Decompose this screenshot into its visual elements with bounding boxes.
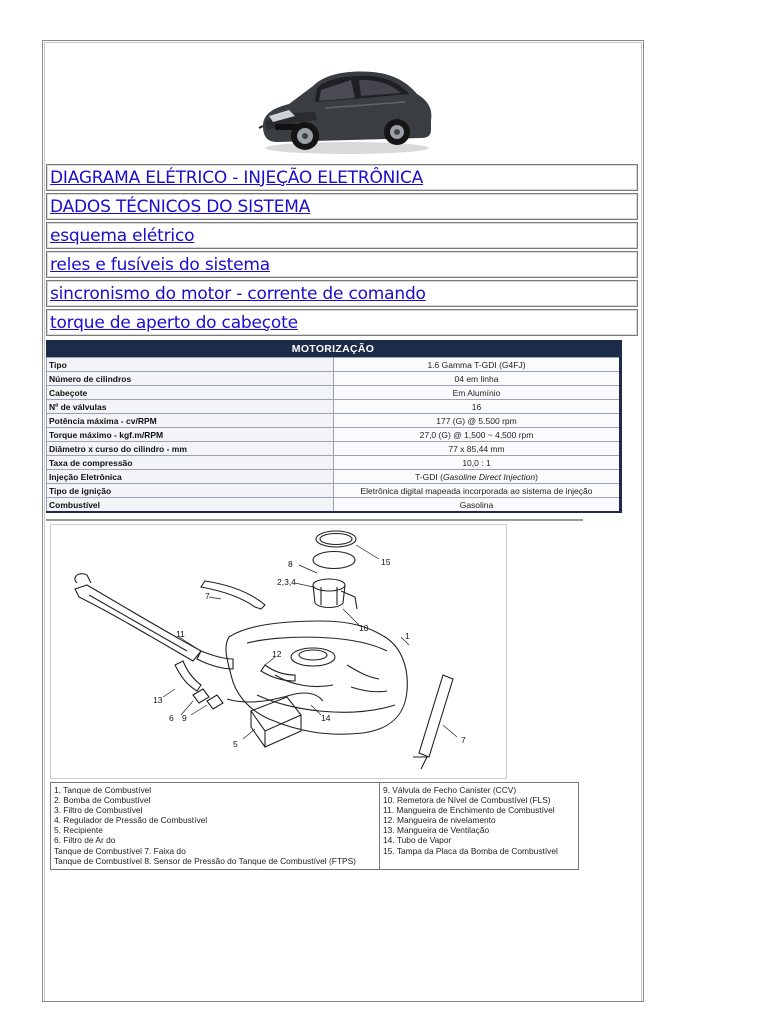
- diagram-label-12: 12: [272, 649, 282, 659]
- spec-label: Cabeçote: [47, 386, 334, 400]
- link-row: [46, 280, 638, 307]
- link-row: [46, 309, 638, 336]
- spec-value: Gasolina: [334, 498, 621, 513]
- table-row: [47, 428, 621, 442]
- link-row: [46, 164, 638, 191]
- legend-item: 11. Mangueira de Enchimento de Combustível: [383, 805, 555, 816]
- table-row: [47, 498, 621, 513]
- link-list: [46, 164, 638, 338]
- legend-item: 13. Mangueira de Ventilação: [383, 825, 490, 836]
- link-torque-cabecote[interactable]: torque de aperto do cabeçote: [50, 312, 298, 333]
- legend-item: Tanque de Combustível 8. Sensor de Pressão do Tanque de Combustível (FTPS): [54, 855, 356, 866]
- diagram-label-7-right: 7: [461, 735, 466, 745]
- link-dados-tecnicos[interactable]: DADOS TÉCNICOS DO SISTEMA: [50, 196, 311, 217]
- spec-label: Taxa de compressão: [47, 456, 334, 470]
- legend-item: 10. Remetora de Nível de Combustível (FLS): [383, 795, 551, 806]
- spec-table: [46, 340, 622, 513]
- diagram-label-14: 14: [321, 713, 331, 723]
- fuel-tank-diagram: [50, 524, 507, 779]
- spec-label: Potência máxima - cv/RPM: [47, 414, 334, 428]
- table-row: [47, 470, 621, 484]
- table-row: [47, 358, 621, 372]
- diagram-legend: [50, 782, 579, 870]
- spec-label: Combustível: [47, 498, 334, 513]
- legend-column-right: [380, 783, 578, 869]
- table-row: [47, 442, 621, 456]
- link-reles-fusiveis[interactable]: reles e fusíveis do sistema: [50, 254, 270, 275]
- spec-label: Injeção Eletrônica: [47, 470, 334, 484]
- legend-item: 14. Tubo de Vapor: [383, 835, 452, 846]
- table-row: [47, 372, 621, 386]
- table-row: [47, 456, 621, 470]
- diagram-label-1: 1: [405, 631, 410, 641]
- spec-value: 1.6 Gamma T-GDI (G4FJ): [334, 358, 621, 372]
- spec-value: Em Alumínio: [334, 386, 621, 400]
- spec-label: Tipo: [47, 358, 334, 372]
- legend-item: 5. Recipiente: [54, 825, 103, 836]
- legend-item: Tanque de Combustível 7. Faixa do: [54, 845, 186, 856]
- link-diagrama-eletrico[interactable]: DIAGRAMA ELÉTRICO - INJEÇÃO ELETRÔNICA: [50, 167, 424, 188]
- spec-value: 27,0 (G) @ 1,500 ~ 4,500 rpm: [334, 428, 621, 442]
- diagram-label-11: 11: [176, 629, 185, 639]
- diagram-label-7-top: 7: [205, 591, 210, 601]
- legend-item: 1. Tanque de Combustível: [54, 785, 152, 795]
- diagram-label-15: 15: [381, 557, 391, 567]
- diagram-label-13: 13: [153, 695, 163, 705]
- legend-item: 15. Tampa da Placa da Bomba de Combustível: [383, 845, 558, 856]
- link-row: [46, 193, 638, 220]
- table-row: [47, 386, 621, 400]
- spec-value: 04 em linha: [334, 372, 621, 386]
- diagram-label-8: 8: [288, 559, 293, 569]
- legend-column-left: [51, 783, 380, 869]
- spec-label: Tipo de ignição: [47, 484, 334, 498]
- spec-label: Torque máximo - kgf.m/RPM: [47, 428, 334, 442]
- spec-value-emphasis: Gasoline Direct Injection: [442, 471, 536, 482]
- legend-item: 3. Filtro de Combustível: [54, 805, 143, 816]
- legend-item: 2. Bomba de Combustível: [54, 795, 151, 806]
- spec-value-prefix: T-GDI (: [415, 471, 443, 482]
- spec-value: 10,0 : 1: [334, 456, 621, 470]
- link-esquema-eletrico[interactable]: esquema elétrico: [50, 225, 195, 246]
- spec-value: 177 (G) @ 5.500 rpm: [334, 414, 621, 428]
- table-row: [47, 484, 621, 498]
- spec-value: Eletrônica digital mapeada incorporada ao sistema de injeção: [334, 484, 621, 498]
- spec-table-header: MOTORIZAÇÃO: [47, 340, 621, 358]
- divider: [46, 519, 583, 521]
- diagram-label-5: 5: [233, 739, 238, 749]
- link-row: [46, 251, 638, 278]
- link-row: [46, 222, 638, 249]
- diagram-label-10: 10: [359, 623, 369, 633]
- legend-item: 6. Filtro de Ar do: [54, 835, 116, 846]
- diagram-label-2-3-4: 2,3,4: [277, 577, 296, 587]
- spec-value: 16: [334, 400, 621, 414]
- legend-item: 12. Mangueira de nivelamento: [383, 815, 496, 826]
- diagram-label-6: 6: [169, 713, 174, 723]
- table-row: [47, 400, 621, 414]
- link-sincronismo-motor[interactable]: sincronismo do motor - corrente de comando: [50, 283, 426, 304]
- spec-label: Número de cilindros: [47, 372, 334, 386]
- diagram-label-9: 9: [182, 713, 187, 723]
- car-image: [255, 64, 435, 156]
- table-row: [47, 414, 621, 428]
- spec-value-suffix: ): [535, 471, 538, 482]
- legend-item: 4. Regulador de Pressão de Combustível: [54, 815, 208, 826]
- spec-label: Diâmetro x curso do cilindro - mm: [47, 442, 334, 456]
- spec-value: [334, 470, 621, 484]
- spec-label: Nº de válvulas: [47, 400, 334, 414]
- spec-value: 77 x 85,44 mm: [334, 442, 621, 456]
- legend-item: 9. Válvula de Fecho Canister (CCV): [383, 785, 517, 795]
